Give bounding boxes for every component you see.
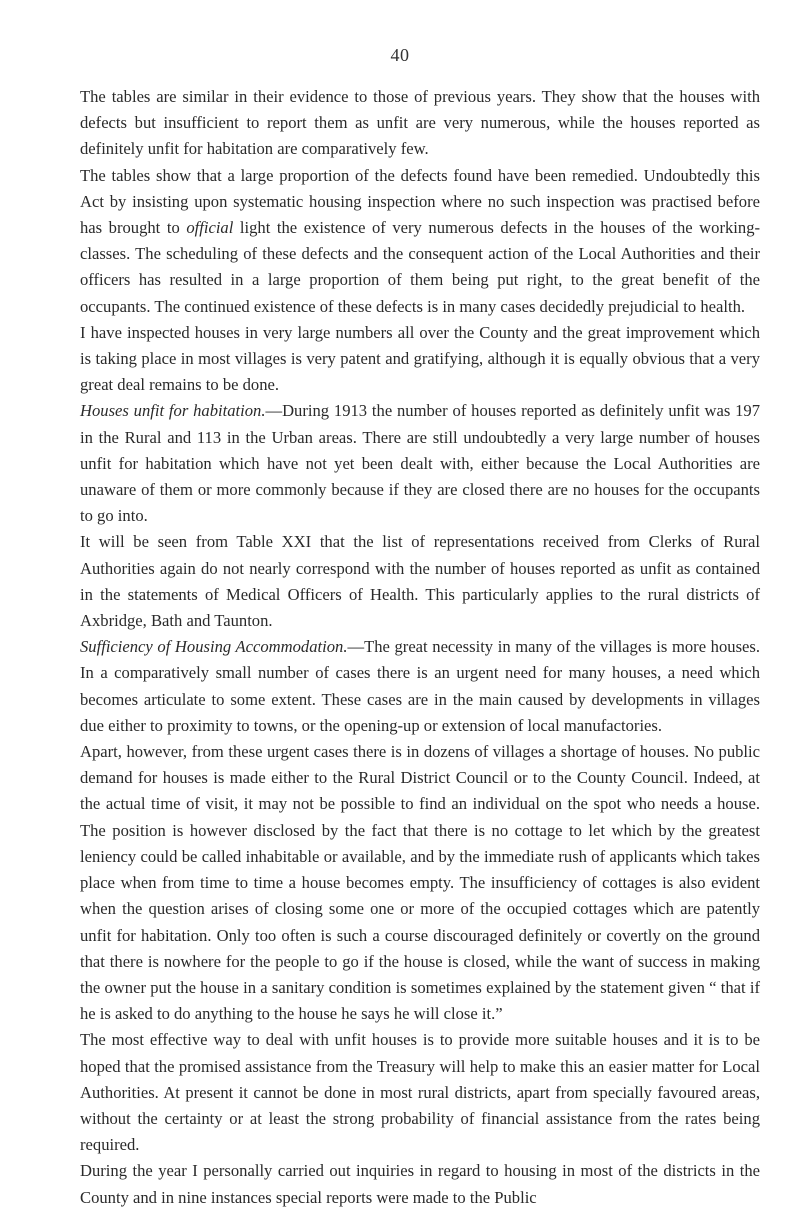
text-run: It will be seen from Table XXI that the list of representations received from Clerks of Rural Authorities again do not nearly correspond with the number of houses reported as unfit as contained in the statements of Medical Officers of Health. This particularly applies to the rural districts of Axbridge, Bath and Taunton. (80, 532, 760, 631)
text-run: During the year I personally carried out inquiries in regard to housing in most of the districts in the County and in nine instances special reports were made to the Public (80, 1161, 760, 1207)
body-text (80, 84, 760, 1211)
italic-text-run: official (186, 218, 234, 238)
text-run: The tables show that a large proportion of the defects found have been remedied. Undoubtedly this Act by insisting upon systematic housing inspection where no such inspection was practised before has brought to (80, 165, 760, 238)
italic-text-run: Sufficiency of Housing Accommodation. (80, 637, 348, 657)
text-run: Apart, however, from these urgent cases there is in dozens of villages a shortage of houses. No public demand for houses is made either to the Rural District Council or to the County Council. Indeed, at the actual time of visit, it may not be possible to find an individual on the spot who needs a house. The position is however disclosed by the fact that there is no cottage to let which by the greatest leniency could be called inhabitable or available, and by the immediate rush of applicants which takes place when from time to time a house becomes empty. The insufficiency of cottages is also evident when the question arises of closing some one or more of the occupied cottages which are patently unfit for habitation. Only too often is such a course discouraged definitely or covertly on the ground that there is nowhere for the people to go if the house is closed, while the want of success in making the owner put the house in a sanitary condition is sometimes explained by the statement given “ that if he is asked to do anything to the house he says he will close it.” (80, 742, 760, 1024)
paragraph (80, 320, 760, 399)
text-run: The most effective way to deal with unfit houses is to provide more suitable houses and it is to be hoped that the promised assistance from the Treasury will help to make this an easier matter for Local Authorities. At present it cannot be done in most rural districts, apart from specially favoured areas, without the certainty or at least the strong probability of financial assistance from the rates being required. (80, 1030, 760, 1155)
paragraph (80, 1158, 760, 1210)
paragraph (80, 634, 760, 739)
text-run: —During 1913 the number of houses reported as definitely unfit was 197 in the Rural and 113 in the Urban areas. There are still undoubtedly a very large number of houses unfit for habitation which have not yet been dealt with, either because the Local Authorities are unaware of them or more commonly because if they are closed there are no houses for the occupants to go into. (80, 401, 760, 526)
text-run: The tables are similar in their evidence to those of previous years. They show that the houses with defects but insufficient to report them as unfit are very numerous, while the houses reported as definitely unfit for habitation are comparatively few. (80, 87, 760, 159)
paragraph (80, 1027, 760, 1158)
paragraph (80, 529, 760, 634)
paragraph (80, 84, 760, 163)
text-run: —The great necessity in many of the villages is more houses. In a comparatively small number of cases there is an urgent need for many houses, a need which becomes articulate to some extent. These cases are in the main caused by developments in villages due either to proximity to towns, or the opening-up or extension of local manufactories. (80, 637, 760, 735)
italic-text-run: Houses unfit for habitation. (80, 401, 266, 421)
page-number: 40 (390, 45, 410, 65)
paragraph (80, 398, 760, 529)
text-run: I have inspected houses in very large numbers all over the County and the great improvement which is taking place in most villages is very patent and gratifying, although it is equally obvious that a very great deal remains to be done. (80, 322, 760, 395)
paragraph (80, 163, 760, 320)
paragraph (80, 739, 760, 1027)
text-run: light the existence of very numerous defects in the houses of the working-classes. The scheduling of these defects and the consequent action of the Local Authorities and their officers has resulted in a large proportion of them being put right, to the great benefit of the occupants. The continued existence of these defects is in many cases decidedly prejudicial to health. (80, 218, 761, 316)
